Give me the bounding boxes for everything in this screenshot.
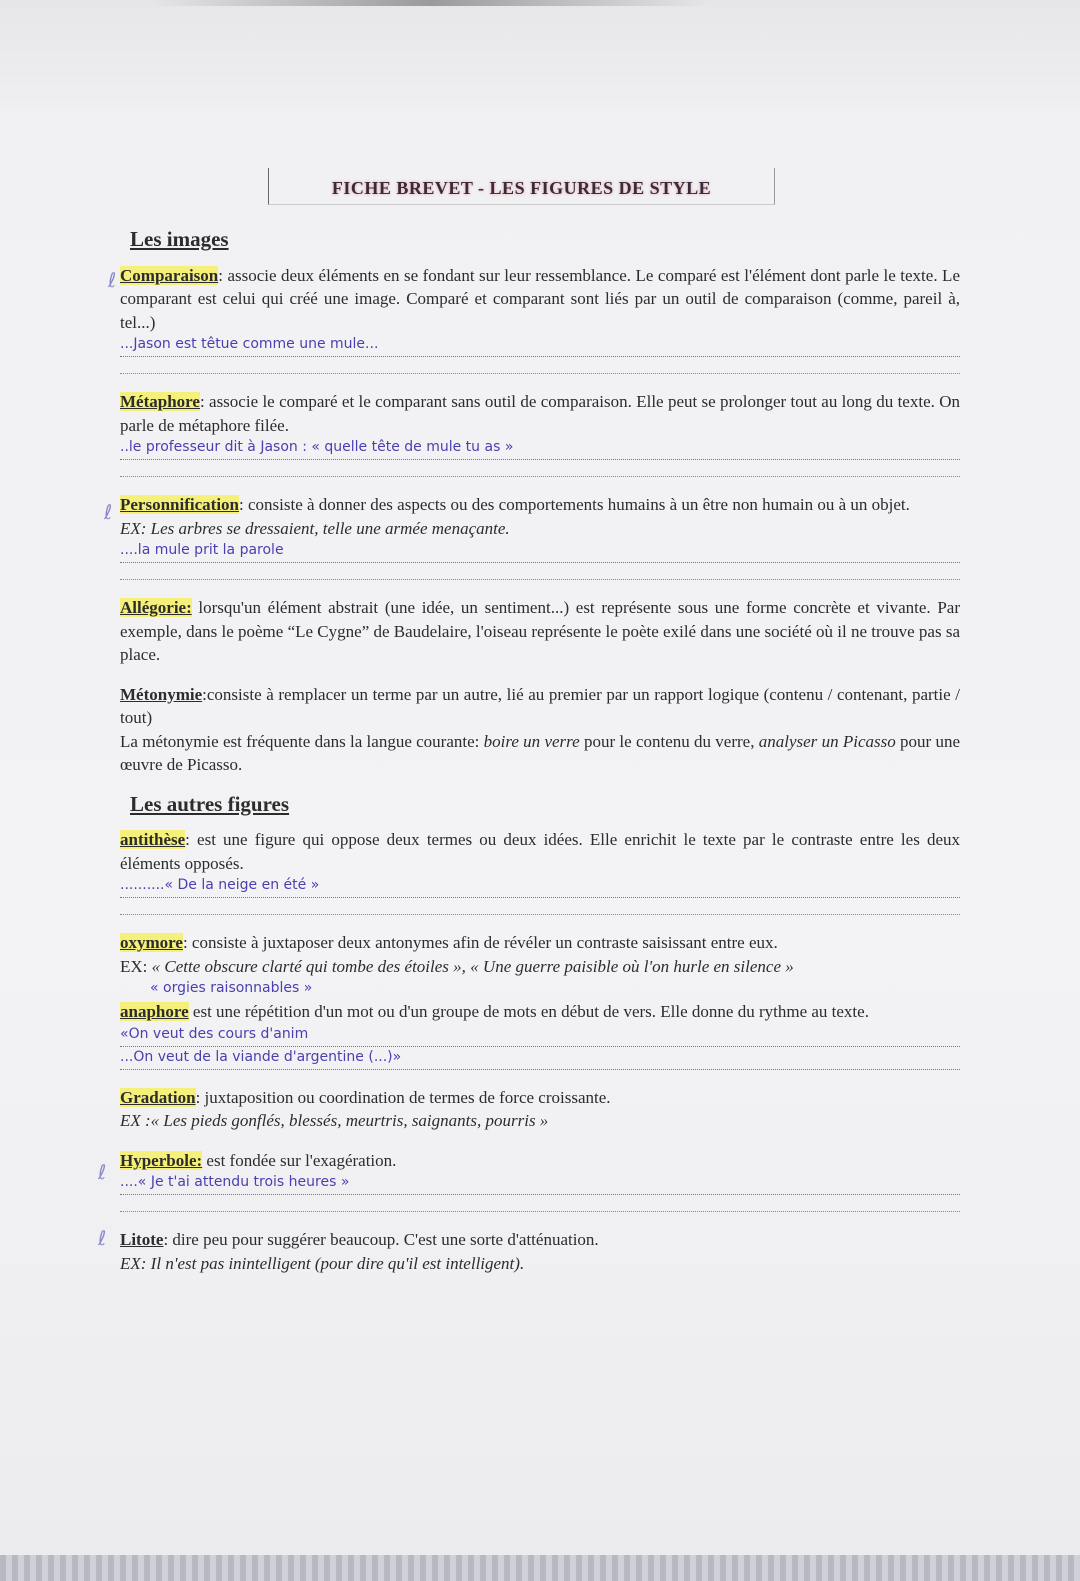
hyperbole-definition [120,1149,960,1173]
antithese-section [120,828,960,915]
litote-definition [120,1228,960,1252]
metonymie-term: Métonymie [120,684,203,704]
metonymie-example-1: boire un verre [483,731,580,751]
hyperbole-handwritten-example: ....« Je t'ai attendu trois heures » [120,1172,960,1195]
oxymore-handwritten-example: « orgies raisonnables » [150,980,313,996]
antithese-text: : est une figure qui oppose deux termes ou deux idées. Elle enrichit le texte par le contraste entre les deux éléments opposés. [120,830,960,873]
pencil-mark: ℓ [104,500,113,524]
anaphore-text: est une répétition d'un mot ou d'un groupe de mots en début de vers. Elle donne du rythme au texte. [188,1002,869,1021]
document-body [120,222,960,1291]
comparaison-definition [120,264,960,335]
comparaison-term: Comparaison [120,265,219,285]
personnification-handwritten-example: ....la mule prit la parole [120,540,960,563]
document-title: FICHE BREVET - LES FIGURES DE STYLE [268,168,775,205]
metaphore-definition [120,390,960,437]
metaphore-handwritten-example: ..le professeur dit à Jason : « quelle tête de mule tu as » [120,437,960,460]
metonymie-text: :consiste à remplacer un terme par un autre, lié au premier par un rapport logique (contenu / contenant, partie / tout) [120,684,960,727]
metaphore-text: : associe le comparé et le comparant sans outil de comparaison. Elle peut se prolonger tout au long du texte. On parle de métaphore filée. [120,392,960,435]
gradation-definition [120,1086,960,1110]
dotted-line [120,563,960,580]
metonymie-usage-a: La métonymie est fréquente dans la langue courante: [120,731,484,751]
oxymore-text: : consiste à juxtaposer deux antonymes afin de révéler un contraste saisissant entre eux. [182,933,778,952]
pencil-mark: ℓ [108,268,117,292]
anaphore-definition [120,1000,960,1024]
oxymore-example: « Cette obscure clarté qui tombe des étoiles », « Une guerre paisible où l'on hurle en silence » [151,956,794,976]
anaphore-term: anaphore [120,1002,189,1021]
dotted-line [120,1195,960,1212]
allegorie-section [120,596,960,667]
personnification-term: Personnification [120,495,239,514]
oxymore-definition [120,931,960,955]
antithese-definition [120,828,960,875]
metonymie-usage-c: pour une œuvre de Picasso. [120,731,960,774]
comparaison-section [120,264,960,375]
allegorie-definition [120,596,960,667]
metonymie-section [120,683,960,777]
oxymore-term: oxymore [120,933,183,952]
litote-text: : dire peu pour suggérer beaucoup. C'est une sorte d'atténuation. [163,1230,599,1249]
gradation-text: : juxtaposition ou coordination de termes de force croissante. [195,1087,611,1107]
litote-section [120,1228,960,1275]
hyperbole-section [120,1149,960,1213]
hyperbole-text: est fondée sur l'exagération. [202,1150,397,1170]
litote-term: Litote [120,1230,164,1249]
gradation-section [120,1086,960,1133]
allegorie-term: Allégorie: [120,598,192,617]
gradation-term: Gradation [120,1087,196,1107]
anaphore-handwritten-line-1: «On veut des cours d'anim [120,1024,960,1047]
dotted-line [120,460,960,477]
oxymore-section [120,931,960,996]
section-heading-autres-figures: Les autres figures [130,791,290,816]
section-heading-images: Les images [130,227,229,251]
metonymie-usage-b: pour le contenu du verre, [579,731,759,751]
antithese-handwritten-example: ..........« De la neige en été » [120,875,960,898]
allegorie-text: lorsqu'un élément abstrait (une idée, un sentiment...) est représente sous une forme concrète et vivante. Par exemple, dans le poème “Le Cygne” de Baudelaire, l'oiseau représente le poète exilé dans une société où il ne trouve pas sa place. [120,598,960,664]
page-top-edge [150,0,710,6]
comparaison-handwritten-example: ...Jason est têtue comme une mule... [120,334,960,357]
pencil-mark: ℓ [98,1226,107,1250]
comparaison-text: : associe deux éléments en se fondant sur leur ressemblance. Le comparé est l'élément dont parle le texte. Le comparant est celui qui créé une image. Comparé et comparant sont liés par un outil de comparaison (comme, pareil à, tel...) [120,265,960,332]
page-bottom-edge [0,1555,1080,1581]
personnification-definition [120,493,960,517]
metonymie-definition [120,683,960,730]
metonymie-usage [120,730,960,777]
metonymie-example-2: analyser un Picasso [758,731,896,751]
gradation-example: EX :« Les pieds gonflés, blessés, meurtris, saignants, pourris » [120,1111,549,1130]
antithese-term: antithèse [120,830,186,849]
personnification-section [120,493,960,580]
metaphore-term: Métaphore [120,392,200,411]
metaphore-section [120,390,960,477]
anaphore-handwritten-line-2: ...On veut de la viande d'argentine (...)» [120,1047,960,1070]
oxymore-example-line [120,955,960,979]
personnification-text: : consiste à donner des aspects ou des comportements humains à un être non humain ou à un objet. [239,495,910,514]
hyperbole-term: Hyperbole: [120,1150,203,1170]
dotted-line [120,357,960,374]
personnification-example: EX: Les arbres se dressaient, telle une armée menaçante. [120,518,510,538]
litote-example: EX: Il n'est pas inintelligent (pour dire qu'il est intelligent). [120,1253,525,1273]
oxymore-example-prefix: EX: [120,956,152,976]
dotted-line [120,898,960,915]
pencil-mark: ℓ [98,1160,107,1184]
anaphore-section [120,1000,960,1070]
